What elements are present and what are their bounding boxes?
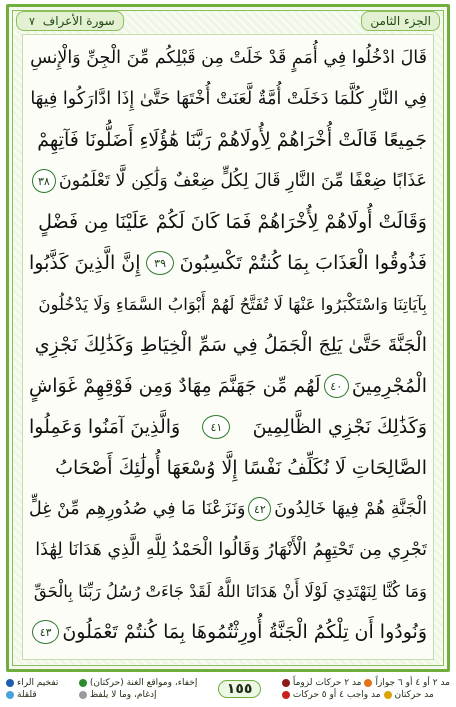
swatch-icon xyxy=(282,679,290,687)
text-line-9 xyxy=(29,365,427,407)
verse-text: قَالَ ادْخُلُوا فِي أُمَمٍ قَدْ خَلَتْ مِن قَبْلِكُم مِّنَ الْجِنِّ وَالْإِنسِ xyxy=(30,48,427,68)
verse-text: إِنَّ الَّذِينَ كَذَّبُوا xyxy=(29,252,141,274)
verse-text: وَالَّذِينَ آمَنُوا وَعَمِلُوا xyxy=(29,416,181,438)
text-line-14 xyxy=(29,570,427,612)
tajweed-legend-left xyxy=(6,678,58,700)
legend-label: قلقلة xyxy=(17,690,37,700)
page-header xyxy=(16,10,440,32)
legend-item xyxy=(79,678,198,688)
verse-text: الْمُجْرِمِينَ xyxy=(351,375,427,397)
verse-text: وَنَزَعْنَا مَا فِي صُدُورِهِم مِّنْ غِلٍّ xyxy=(29,499,246,519)
tajweed-legend-right xyxy=(282,678,450,700)
verse-text: فَذُوقُوا الْعَذَابَ بِمَا كُنتُمْ تَكْسِبُونَ xyxy=(179,252,427,274)
text-line-5 xyxy=(29,201,427,243)
text-line-4 xyxy=(29,160,427,202)
text-line-15 xyxy=(29,611,427,653)
legend-label: مد واجب ٤ أو ٥ حركات xyxy=(292,690,381,700)
verse-text: تَجْرِي مِن تَحْتِهِمُ الْأَنْهَارُ وَقَالُوا الْحَمْدُ لِلَّهِ الَّذِي هَدَانَا لِهَٰذَا xyxy=(35,540,427,560)
quran-text-area xyxy=(22,34,434,660)
verse-text: لَهُم مِّن جَهَنَّمَ مِهَادٌ وَمِن فَوْقِهِمْ غَوَاشٍ xyxy=(29,375,321,397)
text-line-12 xyxy=(29,488,427,530)
verse-text: وَقَالَتْ أُولَاهُمْ لِأُخْرَاهُمْ فَمَا كَانَ لَكُمْ عَلَيْنَا مِن فَضْلٍ xyxy=(38,211,427,233)
ayah-marker-41: ٤١ xyxy=(202,415,230,439)
verse-text: الصَّالِحَاتِ لَا نُكَلِّفُ نَفْسًا إِلَّا وُسْعَهَا أُولَٰئِكَ أَصْحَابُ xyxy=(55,457,427,479)
swatch-icon xyxy=(6,691,14,699)
verse-text: عَذَابًا ضِعْفًا مِّنَ النَّارِ قَالَ لِكُلٍّ ضِعْفٌ وَلَٰكِن لَّا تَعْلَمُونَ xyxy=(58,171,427,191)
swatch-icon xyxy=(79,691,87,699)
verse-text: بِآيَاتِنَا وَاسْتَكْبَرُوا عَنْهَا لَا تُفَتَّحُ لَهُمْ أَبْوَابُ السَّمَاءِ وَلَا يَدْخُلُونَ xyxy=(38,294,427,314)
text-line-8 xyxy=(29,324,427,366)
page-number: ١٥٥ xyxy=(218,680,262,698)
ayah-marker-42: ٤٢ xyxy=(248,497,271,521)
ayah-marker-39: ٣٩ xyxy=(146,251,174,275)
legend-item xyxy=(79,690,198,700)
surah-label xyxy=(16,11,124,31)
page-footer xyxy=(6,674,450,704)
text-line-13 xyxy=(29,529,427,571)
ayah-marker-38: ٣٨ xyxy=(32,169,56,193)
surah-page-marker: ٧ xyxy=(29,15,35,28)
text-line-7 xyxy=(29,283,427,325)
text-line-2 xyxy=(29,78,427,120)
text-line-10 xyxy=(29,406,427,448)
tajweed-legend-mid xyxy=(79,678,198,700)
swatch-icon xyxy=(364,679,372,687)
legend-label: مد ٢ حركات لزوماً xyxy=(292,678,362,688)
swatch-icon xyxy=(282,691,290,699)
legend-item xyxy=(6,678,58,688)
verse-text: الْجَنَّةَ حَتَّىٰ يَلِجَ الْجَمَلُ فِي سَمِّ الْخِيَاطِ وَكَذَٰلِكَ نَجْزِي xyxy=(34,334,427,356)
legend-label: مد حركتان xyxy=(394,690,434,700)
verse-text: وَكَذَٰلِكَ نَجْزِي الظَّالِمِينَ xyxy=(252,416,427,438)
text-line-1 xyxy=(29,37,427,79)
verse-text: الْجَنَّةِ هُمْ فِيهَا خَالِدُونَ xyxy=(274,499,427,519)
verse-text: وَنُودُوا أَن تِلْكُمُ الْجَنَّةُ أُورِثْتُمُوهَا بِمَا كُنتُمْ تَعْمَلُونَ xyxy=(62,621,427,643)
legend-label: إدغام، وما لا يلفظ xyxy=(89,690,157,700)
juz-label: الجزء الثامن xyxy=(361,11,440,31)
verse-text: وَمَا كُنَّا لِنَهْتَدِيَ لَوْلَا أَنْ هَدَانَا اللَّهُ لَقَدْ جَاءَتْ رُسُلُ رَبِّنَا بِالْحَقِّ xyxy=(33,581,427,601)
swatch-icon xyxy=(6,679,14,687)
legend-item xyxy=(282,690,450,700)
text-line-11 xyxy=(29,447,427,489)
legend-label: تفخيم الراء xyxy=(17,678,59,688)
surah-name: سورة الأعراف xyxy=(42,14,115,28)
text-line-6 xyxy=(29,242,427,284)
legend-item xyxy=(6,690,58,700)
legend-label: مد ٢ أو ٤ أو ٦ جوازاً xyxy=(375,678,450,688)
ayah-marker-43: ٤٣ xyxy=(32,620,59,644)
swatch-icon xyxy=(79,679,87,687)
swatch-icon xyxy=(384,691,392,699)
text-line-3 xyxy=(29,119,427,161)
verse-text: فِي النَّارِ كُلَّمَا دَخَلَتْ أُمَّةٌ لَّعَنَتْ أُخْتَهَا حَتَّىٰ إِذَا ادَّارَكُوا فِيهَا xyxy=(30,89,427,109)
verse-text: جَمِيعًا قَالَتْ أُخْرَاهُمْ لِأُولَاهُمْ رَبَّنَا هَٰؤُلَاءِ أَضَلُّونَا فَآتِهِمْ xyxy=(37,129,427,151)
ayah-marker-40: ٤٠ xyxy=(324,374,349,398)
legend-label: إخفاء، ومواقع الغنة (حركتان) xyxy=(89,678,198,688)
legend-item xyxy=(282,678,450,688)
